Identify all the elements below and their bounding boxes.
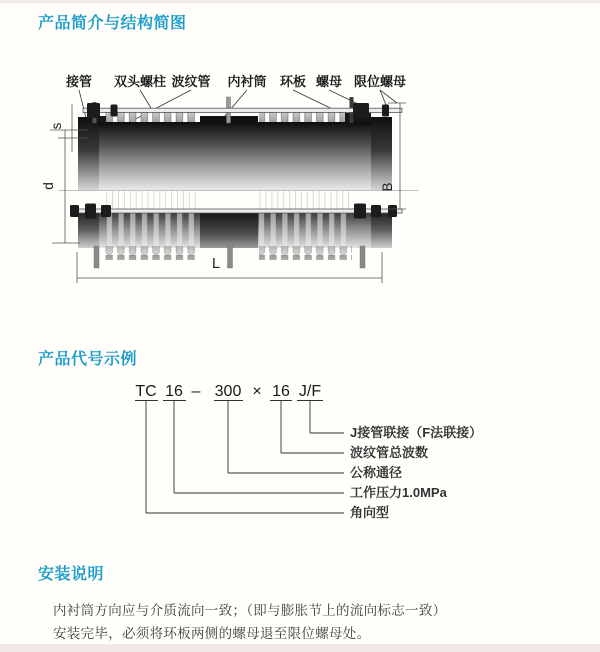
- bellows-shade-lower-left: [104, 213, 197, 248]
- code-seg-dash: –: [191, 383, 201, 400]
- structure-diagram: [0, 60, 600, 310]
- code-seg-dn: 300: [214, 383, 242, 400]
- body-upper: [99, 122, 372, 190]
- part-labels: [65, 74, 406, 89]
- code-seg-conn: J/F: [298, 383, 322, 400]
- part-label-ring-plate: 环板: [279, 74, 307, 89]
- bellows-fins-lower-right: [259, 246, 352, 260]
- end-cap-upper-left: [78, 117, 99, 190]
- dim-label-s: s: [49, 122, 64, 130]
- code-callouts: [350, 425, 482, 520]
- section-title-intro: 产品简介与结构简图: [38, 15, 187, 32]
- dim-label-B: B: [380, 182, 395, 192]
- callout-waves: 波纹管总波数: [350, 445, 429, 460]
- callout-type: 角向型: [350, 505, 390, 520]
- product-code-figure: [0, 375, 600, 535]
- bottom-edge-strip: [0, 644, 600, 652]
- liner-collar-lower: [200, 213, 258, 248]
- part-label-nut: 螺母: [315, 74, 343, 89]
- bellows-shade-lower-right: [259, 213, 352, 248]
- install-instruction-line: 内衬筒方向应与介质流向一致；（即与膨胀节上的流向标志一致）: [53, 603, 447, 618]
- section-title-install: 安装说明: [38, 566, 105, 583]
- install-instruction-line: 安装完毕，必须将环板两侧的螺母退至限位螺母处。: [53, 626, 371, 641]
- tie-rod-lower: [75, 209, 402, 213]
- code-segments: [135, 383, 321, 400]
- code-seg-times: ×: [252, 383, 262, 400]
- code-connector-lines: [135, 401, 344, 514]
- bellows-fins-lower-left: [104, 246, 197, 260]
- dim-label-d: d: [41, 182, 56, 190]
- code-seg-type: TC: [135, 383, 157, 400]
- part-label-pipe-end: 接管: [65, 74, 93, 89]
- callout-pressure: 工作压力1.0MPa: [350, 485, 447, 500]
- top-edge-strip: [0, 0, 600, 3]
- part-label-limit-nut: 限位螺母: [353, 74, 407, 89]
- code-seg-pressure: 16: [165, 383, 183, 400]
- callout-connection: J接管联接（F法联接）: [350, 425, 483, 440]
- part-label-bellows: 波纹管: [171, 74, 211, 89]
- part-label-liner: 内衬筒: [227, 74, 267, 89]
- dim-label-L: L: [211, 256, 221, 272]
- end-cap-upper-right: [371, 117, 392, 190]
- section-title-code: 产品代号示例: [38, 351, 138, 368]
- code-seg-waves: 16: [272, 383, 290, 400]
- callout-dn: 公称通径: [350, 465, 403, 480]
- part-label-stud: 双头螺柱: [113, 74, 167, 89]
